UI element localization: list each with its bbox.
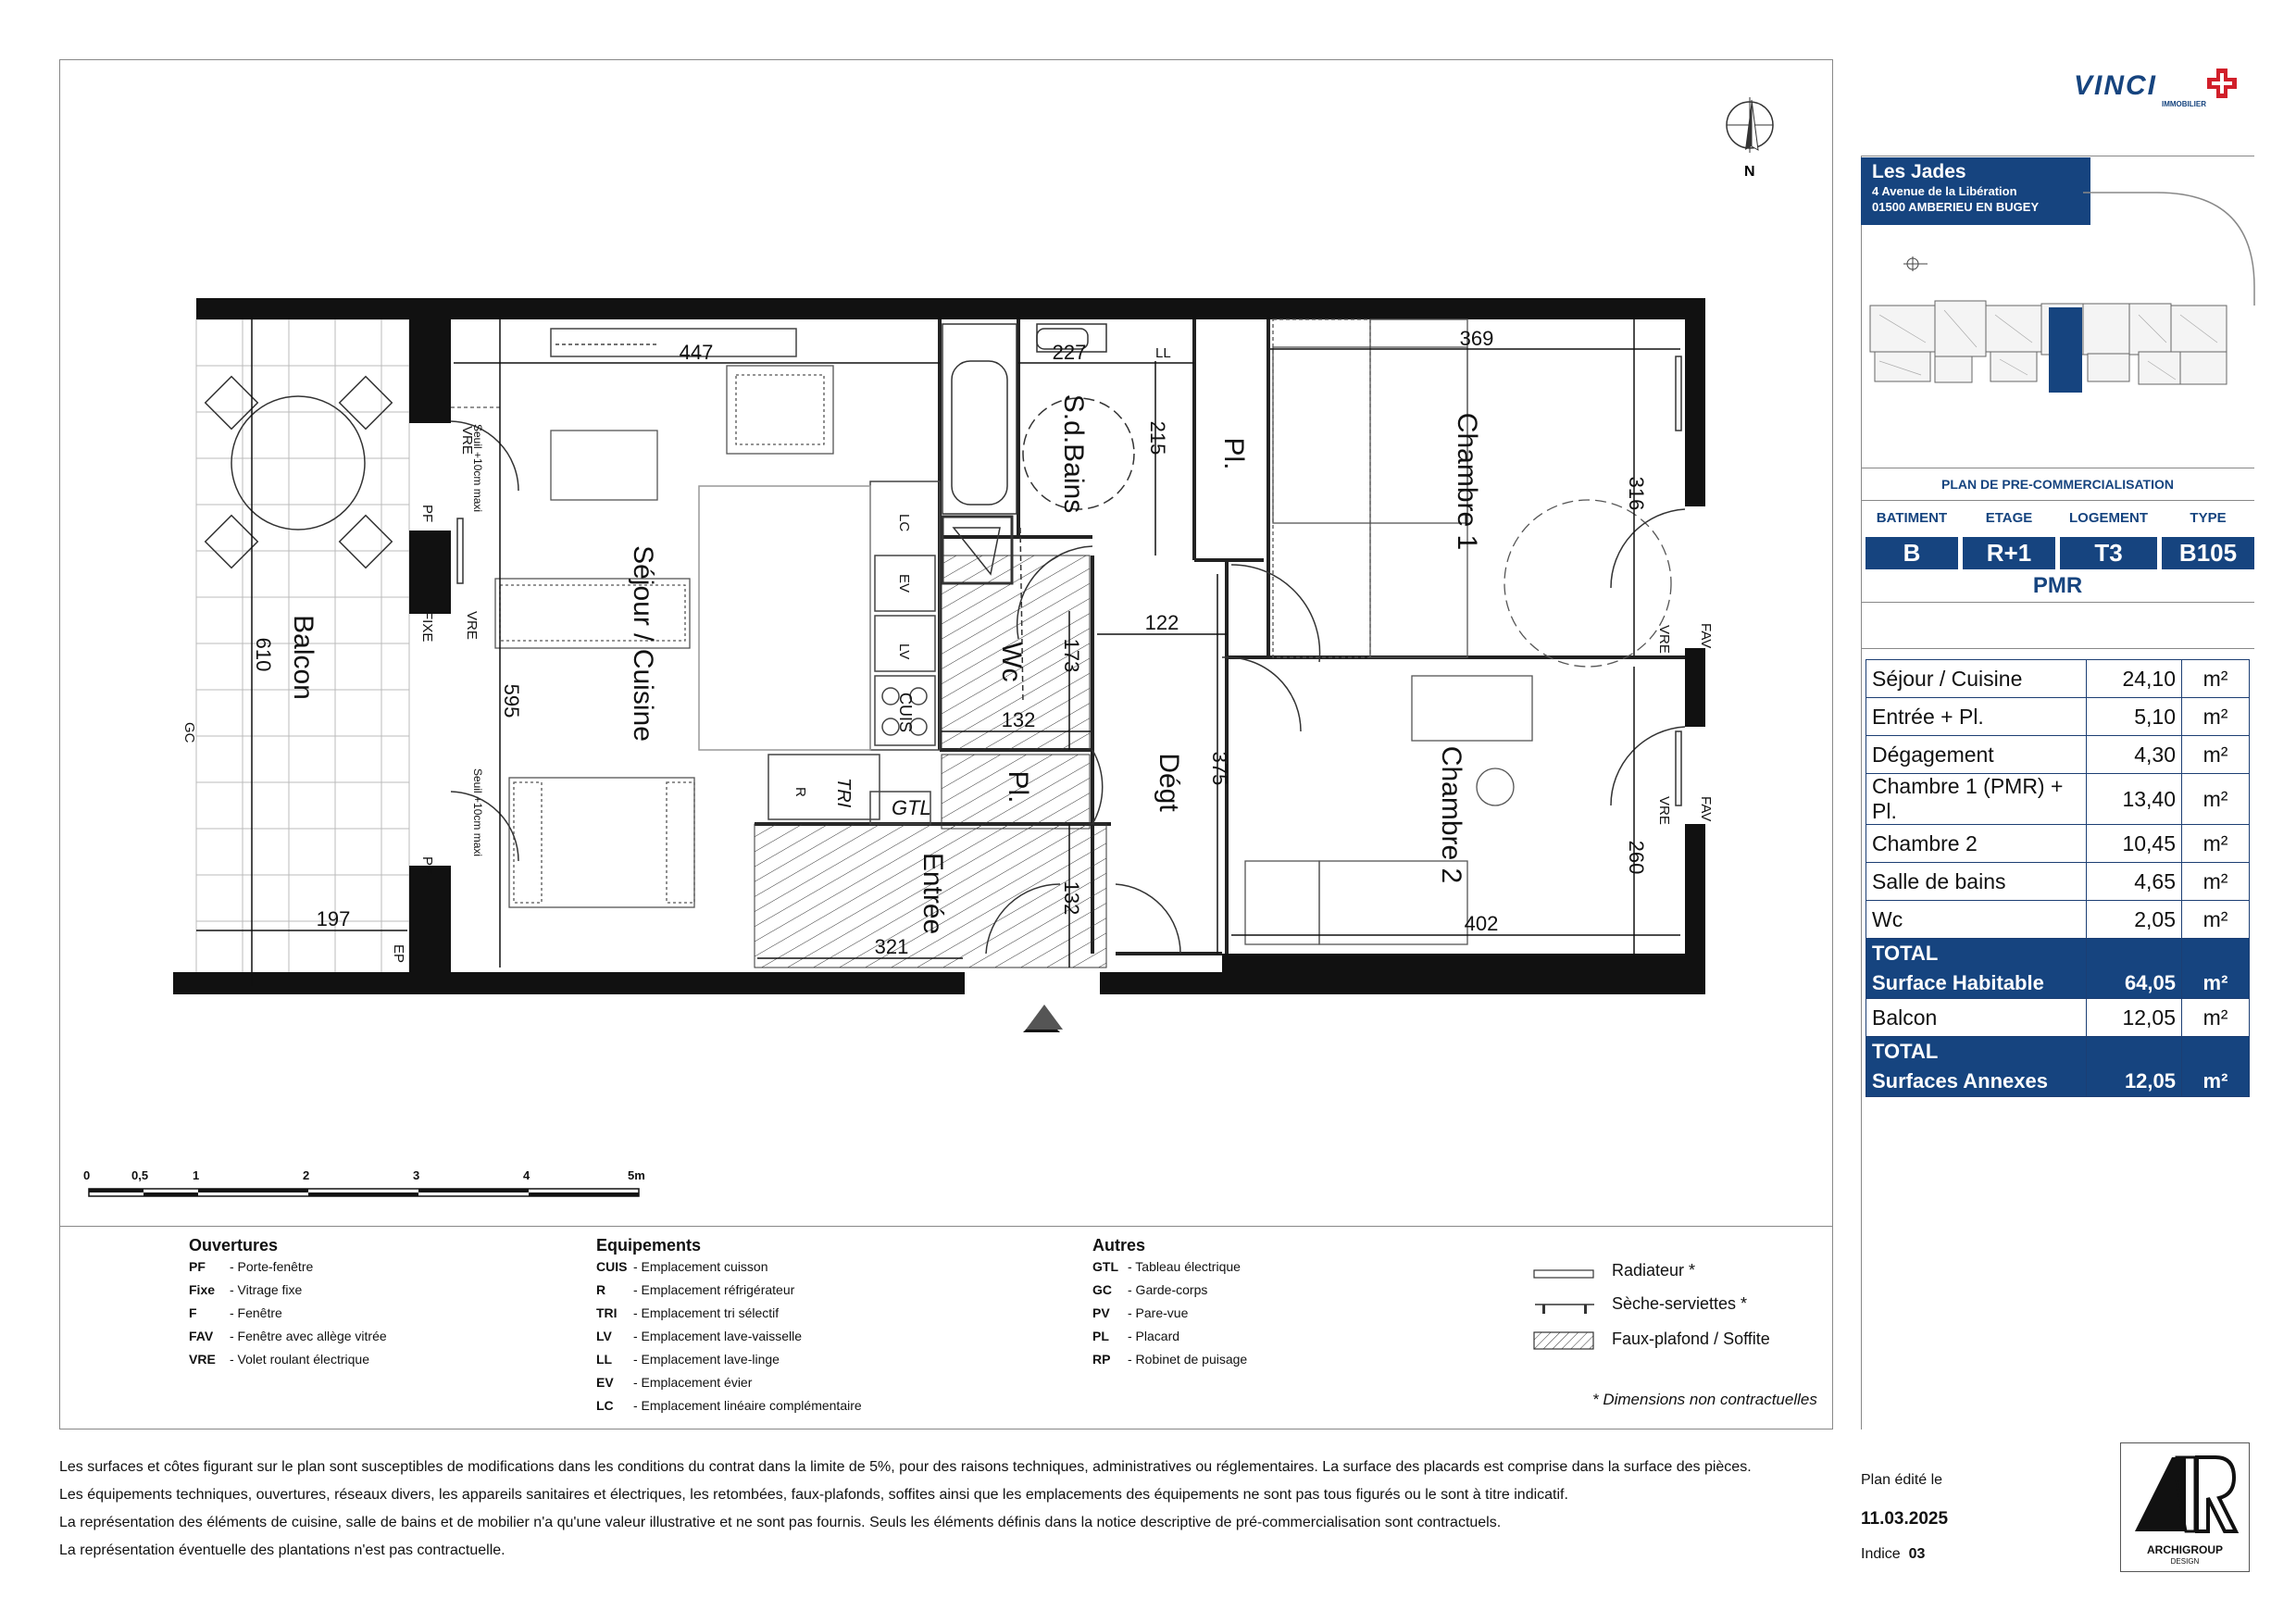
code-gtl: GTL bbox=[892, 796, 931, 819]
surface-row bbox=[1866, 901, 2250, 939]
code-r: R bbox=[792, 787, 808, 797]
total-value: 12,05 bbox=[2087, 1067, 2182, 1097]
project-info-box bbox=[1861, 157, 2090, 225]
room-entree-label: Entrée bbox=[917, 852, 948, 935]
legend-text: - Garde-corps bbox=[1128, 1282, 1208, 1297]
dimensions-disclaimer: * Dimensions non contractuelles bbox=[1592, 1391, 1817, 1408]
total-annexes-row bbox=[1866, 1037, 2250, 1067]
keyplan-highlight bbox=[2049, 307, 2082, 393]
note-line: Les surfaces et côtes figurant sur le plan sont susceptibles de modifications dans les conditions du contrat dans la limite de 5%, pour des raisons techniques, administratives ou réglementaires. La surface des placards est comprise dans la surface des pièces. bbox=[59, 1459, 1752, 1475]
surface-row bbox=[1866, 825, 2250, 863]
dimension-label: 369 bbox=[1459, 327, 1494, 350]
scale-tick: 2 bbox=[303, 1168, 310, 1182]
panel-divider bbox=[1861, 500, 2254, 501]
surface-value: 4,30 bbox=[2087, 736, 2182, 774]
towel-dryer-symbol-icon bbox=[1533, 1302, 1598, 1317]
symbol-radiateur: Radiateur * bbox=[1612, 1261, 1696, 1280]
vinci-cross-icon bbox=[2203, 65, 2240, 102]
legend-text: - Emplacement tri sélectif bbox=[633, 1305, 780, 1320]
brand-name: VINCI bbox=[2074, 70, 2158, 101]
code-tri: TRI bbox=[833, 778, 854, 808]
surface-unit: m² bbox=[2182, 999, 2250, 1037]
surface-label: Séjour / Cuisine bbox=[1866, 660, 2087, 698]
scale-tick: 0 bbox=[83, 1168, 91, 1182]
legend-item bbox=[596, 1348, 862, 1371]
legend-code: CUIS bbox=[596, 1259, 628, 1274]
surface-label: Chambre 1 (PMR) + Pl. bbox=[1866, 774, 2087, 825]
pmr-label: PMR bbox=[1861, 569, 2254, 603]
surface-value: 5,10 bbox=[2087, 698, 2182, 736]
legend-item bbox=[189, 1279, 387, 1302]
surface-unit: m² bbox=[2182, 660, 2250, 698]
legend-equipements bbox=[596, 1236, 862, 1417]
north-label: N bbox=[1744, 164, 1755, 180]
legend-item bbox=[1092, 1279, 1247, 1302]
panel-divider bbox=[1861, 648, 2254, 649]
note-line: La représentation éventuelle des plantations n'est pas contractuelle. bbox=[59, 1542, 505, 1558]
kitchen-units bbox=[551, 329, 940, 824]
surface-label: Chambre 2 bbox=[1866, 825, 2087, 863]
scale-tick: 0,5 bbox=[131, 1168, 149, 1182]
legend-item bbox=[189, 1348, 387, 1371]
code-ep: EP bbox=[391, 944, 406, 964]
value-batiment: B bbox=[1866, 537, 1958, 569]
surface-row bbox=[1866, 698, 2250, 736]
dimension-label: 610 bbox=[252, 637, 275, 672]
room-sejour-label: Séjour / Cuisine bbox=[628, 545, 658, 742]
total-habitable-row bbox=[1866, 939, 2250, 969]
legend-text: - Fenêtre avec allège vitrée bbox=[230, 1329, 387, 1343]
legend-title: Equipements bbox=[596, 1236, 702, 1255]
dimension-label: 215 bbox=[1146, 420, 1169, 456]
surface-row bbox=[1866, 863, 2250, 901]
balcon-row bbox=[1866, 999, 2250, 1037]
legend-text: - Emplacement réfrigérateur bbox=[633, 1282, 795, 1297]
value-etage: R+1 bbox=[1963, 537, 2055, 569]
code-vre: VRE bbox=[1656, 796, 1672, 825]
legend-text: - Emplacement cuisson bbox=[633, 1259, 768, 1274]
value-type: B105 bbox=[2162, 537, 2254, 569]
symbol-faux-plafond: Faux-plafond / Soffite bbox=[1612, 1330, 1770, 1348]
legend-code: EV bbox=[596, 1375, 614, 1390]
legend-text: - Emplacement lave-vaisselle bbox=[633, 1329, 803, 1343]
legend-item bbox=[189, 1325, 387, 1348]
header-etage: ETAGE bbox=[1985, 510, 2033, 526]
dimension-label: 375 bbox=[1208, 751, 1231, 786]
header-type: TYPE bbox=[2190, 510, 2227, 526]
panel-title: PLAN DE PRE-COMMERCIALISATION bbox=[1941, 477, 2174, 492]
room-sdb-label: S.d.Bains bbox=[1058, 393, 1089, 514]
legend-code: LC bbox=[596, 1398, 614, 1413]
code-pf: PF bbox=[419, 856, 435, 875]
legend-code: VRE bbox=[189, 1352, 216, 1367]
surface-label: Salle de bains bbox=[1866, 863, 2087, 901]
legend-title: Ouvertures bbox=[189, 1236, 279, 1255]
dimension-label: 227 bbox=[1052, 341, 1087, 364]
project-address-line2: 01500 AMBERIEU EN BUGEY bbox=[1872, 200, 2040, 214]
surface-unit: m² bbox=[2182, 863, 2250, 901]
header-batiment: BATIMENT bbox=[1876, 510, 1948, 526]
room-placard-label: Pl. bbox=[1218, 437, 1249, 470]
architect-logo bbox=[2120, 1442, 2250, 1572]
indice-label: Indice bbox=[1861, 1546, 1901, 1562]
surface-value: 12,05 bbox=[2087, 999, 2182, 1037]
entrance-marker-icon bbox=[1026, 1005, 1063, 1030]
legend-text: - Robinet de puisage bbox=[1128, 1352, 1248, 1367]
dimension-label: 402 bbox=[1464, 912, 1499, 935]
surface-row bbox=[1866, 736, 2250, 774]
project-address-line1: 4 Avenue de la Libération bbox=[1872, 184, 2017, 198]
project-name: Les Jades bbox=[1872, 161, 1966, 182]
surface-label: Dégagement bbox=[1866, 736, 2087, 774]
code-lv: LV bbox=[896, 643, 912, 660]
surface-value: 10,45 bbox=[2087, 825, 2182, 863]
building-keyplan bbox=[1861, 250, 2254, 412]
dimension-label: 132 bbox=[1060, 880, 1083, 916]
room-placard2-label: Pl. bbox=[1003, 770, 1033, 804]
legend-code: GTL bbox=[1092, 1259, 1118, 1274]
dimension-label: 197 bbox=[316, 907, 351, 930]
legend-text: - Placard bbox=[1128, 1329, 1180, 1343]
legend-item bbox=[596, 1394, 862, 1417]
indice bbox=[1861, 1546, 1925, 1563]
legend-code: LL bbox=[596, 1352, 613, 1367]
legend-code: PF bbox=[189, 1259, 206, 1274]
legend-text: - Volet roulant électrique bbox=[230, 1352, 369, 1367]
legend-separator bbox=[59, 1226, 1833, 1227]
surface-unit: m² bbox=[2182, 698, 2250, 736]
legend-text: - Pare-vue bbox=[1128, 1305, 1189, 1320]
header-logement: LOGEMENT bbox=[2069, 510, 2148, 526]
surface-unit: m² bbox=[2182, 774, 2250, 825]
legend-code: LV bbox=[596, 1329, 612, 1343]
legend-code: RP bbox=[1092, 1352, 1111, 1367]
archigroup-mark-icon bbox=[2130, 1453, 2241, 1536]
total-label: Surfaces Annexes bbox=[1866, 1067, 2087, 1097]
legend-item bbox=[596, 1325, 862, 1348]
dimension-label: 316 bbox=[1625, 476, 1648, 511]
legend-autres bbox=[1092, 1236, 1247, 1371]
surface-value: 4,65 bbox=[2087, 863, 2182, 901]
code-fixe: FIXE bbox=[419, 611, 435, 643]
dimension-label: 122 bbox=[1144, 611, 1179, 634]
legend-item bbox=[1092, 1255, 1247, 1279]
architect-name: ARCHIGROUP bbox=[2146, 1543, 2223, 1556]
code-lc: LC bbox=[896, 514, 912, 532]
edition-label: Plan édité le bbox=[1861, 1472, 1943, 1488]
total-title: TOTAL bbox=[1866, 939, 2087, 969]
code-seuil: Seuil +10cm maxi bbox=[471, 424, 484, 513]
legend-code: Fixe bbox=[189, 1282, 216, 1297]
false-ceiling-symbol-icon bbox=[1533, 1331, 1598, 1350]
dimension-label: 132 bbox=[1001, 708, 1036, 731]
notes bbox=[59, 1454, 1846, 1565]
surface-unit: m² bbox=[2182, 736, 2250, 774]
surface-label: Entrée + Pl. bbox=[1866, 698, 2087, 736]
edition-date: 11.03.2025 bbox=[1861, 1509, 1949, 1529]
legend-text: - Fenêtre bbox=[230, 1305, 282, 1320]
dimension-label: 447 bbox=[679, 341, 714, 364]
legend-text: - Emplacement lave-linge bbox=[633, 1352, 780, 1367]
room-chambre2-label: Chambre 2 bbox=[1436, 745, 1466, 884]
code-pf: PF bbox=[419, 505, 435, 523]
surface-unit: m² bbox=[2182, 901, 2250, 939]
legend-code: TRI bbox=[596, 1305, 618, 1320]
room-chambre1-label: Chambre 1 bbox=[1452, 412, 1482, 551]
note-line: Les équipements techniques, ouvertures, réseaux divers, les appareils sanitaires et électriques, les retombées, faux-plafonds, soffites ainsi que les emplacements des équipements ne sont pas tous figurés ou le sont à titre indicatif. bbox=[59, 1487, 1568, 1503]
surface-value: 24,10 bbox=[2087, 660, 2182, 698]
scale-tick: 5m bbox=[628, 1168, 645, 1182]
total-annexes-row bbox=[1866, 1067, 2250, 1097]
balcony-furniture bbox=[206, 377, 393, 568]
legend-text: - Emplacement évier bbox=[633, 1375, 753, 1390]
indice-value: 03 bbox=[1908, 1546, 1926, 1562]
dimension-label: 173 bbox=[1060, 638, 1083, 673]
legend-item bbox=[596, 1279, 862, 1302]
surfaces-table bbox=[1866, 659, 2250, 1097]
legend-item bbox=[596, 1255, 862, 1279]
legend-code: FAV bbox=[189, 1329, 214, 1343]
total-value: 64,05 bbox=[2087, 968, 2182, 999]
code-vre: VRE bbox=[459, 426, 475, 455]
scale-tick: 1 bbox=[193, 1168, 200, 1182]
legend-item bbox=[1092, 1348, 1247, 1371]
surface-unit: m² bbox=[2182, 825, 2250, 863]
code-fav: FAV bbox=[1698, 796, 1714, 822]
note-line: La représentation des éléments de cuisine, salle de bains et de mobilier n'a qu'une valeur illustrative et ne sont pas fournis. Seuls les éléments définis dans la notice descriptive de pré-commercialisation sont contractuels. bbox=[59, 1515, 1502, 1530]
architect-sub: DESIGN bbox=[2170, 1557, 2200, 1566]
legend-text: - Vitrage fixe bbox=[230, 1282, 303, 1297]
dimension-label: 321 bbox=[874, 935, 909, 958]
symbol-seche-serviettes: Sèche-serviettes * bbox=[1612, 1294, 1748, 1313]
legend-code: F bbox=[189, 1305, 197, 1320]
scale-tick: 3 bbox=[413, 1168, 420, 1182]
scale-tick: 4 bbox=[523, 1168, 530, 1182]
code-cuis: CUIS bbox=[896, 693, 915, 733]
total-unit: m² bbox=[2182, 968, 2250, 999]
surface-label: Wc bbox=[1866, 901, 2087, 939]
legend-item bbox=[596, 1302, 862, 1325]
legend-item bbox=[1092, 1325, 1247, 1348]
room-balcon-label: Balcon bbox=[288, 615, 318, 700]
legend-text: - Porte-fenêtre bbox=[230, 1259, 314, 1274]
room-wc-label: Wc bbox=[996, 642, 1027, 682]
legend-ouvertures bbox=[189, 1236, 387, 1371]
total-label: Surface Habitable bbox=[1866, 968, 2087, 999]
legend-code: R bbox=[596, 1282, 606, 1297]
code-vre: VRE bbox=[1656, 625, 1672, 654]
legend-item bbox=[1092, 1302, 1247, 1325]
legend-item bbox=[596, 1371, 862, 1394]
dimension-label: 260 bbox=[1625, 840, 1648, 875]
value-logement: T3 bbox=[2060, 537, 2157, 569]
total-habitable-row bbox=[1866, 968, 2250, 999]
code-vre: VRE bbox=[464, 611, 480, 640]
surface-value: 13,40 bbox=[2087, 774, 2182, 825]
legend-item bbox=[189, 1255, 387, 1279]
surface-label: Balcon bbox=[1866, 999, 2087, 1037]
radiator-symbol-icon bbox=[1533, 1268, 1598, 1280]
surface-row bbox=[1866, 660, 2250, 698]
code-ll: LL bbox=[1155, 345, 1171, 361]
surface-row bbox=[1866, 774, 2250, 825]
legend-item bbox=[189, 1302, 387, 1325]
code-gc: GC bbox=[181, 722, 197, 743]
legend-code: PV bbox=[1092, 1305, 1110, 1320]
legend-code: PL bbox=[1092, 1329, 1109, 1343]
legend-text: - Tableau électrique bbox=[1128, 1259, 1241, 1274]
code-fav: FAV bbox=[1698, 623, 1714, 649]
code-ev: EV bbox=[896, 574, 912, 593]
total-unit: m² bbox=[2182, 1067, 2250, 1097]
dimension-label: 595 bbox=[500, 683, 523, 718]
legend-code: GC bbox=[1092, 1282, 1112, 1297]
legend-title: Autres bbox=[1092, 1236, 1146, 1255]
room-degt-label: Dégt bbox=[1154, 753, 1184, 812]
surface-value: 2,05 bbox=[2087, 901, 2182, 939]
vinci-logo bbox=[2074, 65, 2240, 111]
legend-text: - Emplacement linéaire complémentaire bbox=[633, 1398, 862, 1413]
code-seuil: Seuil +10cm maxi bbox=[471, 768, 484, 857]
brand-sub: IMMOBILIER bbox=[2162, 100, 2206, 108]
total-title: TOTAL bbox=[1866, 1037, 2087, 1067]
